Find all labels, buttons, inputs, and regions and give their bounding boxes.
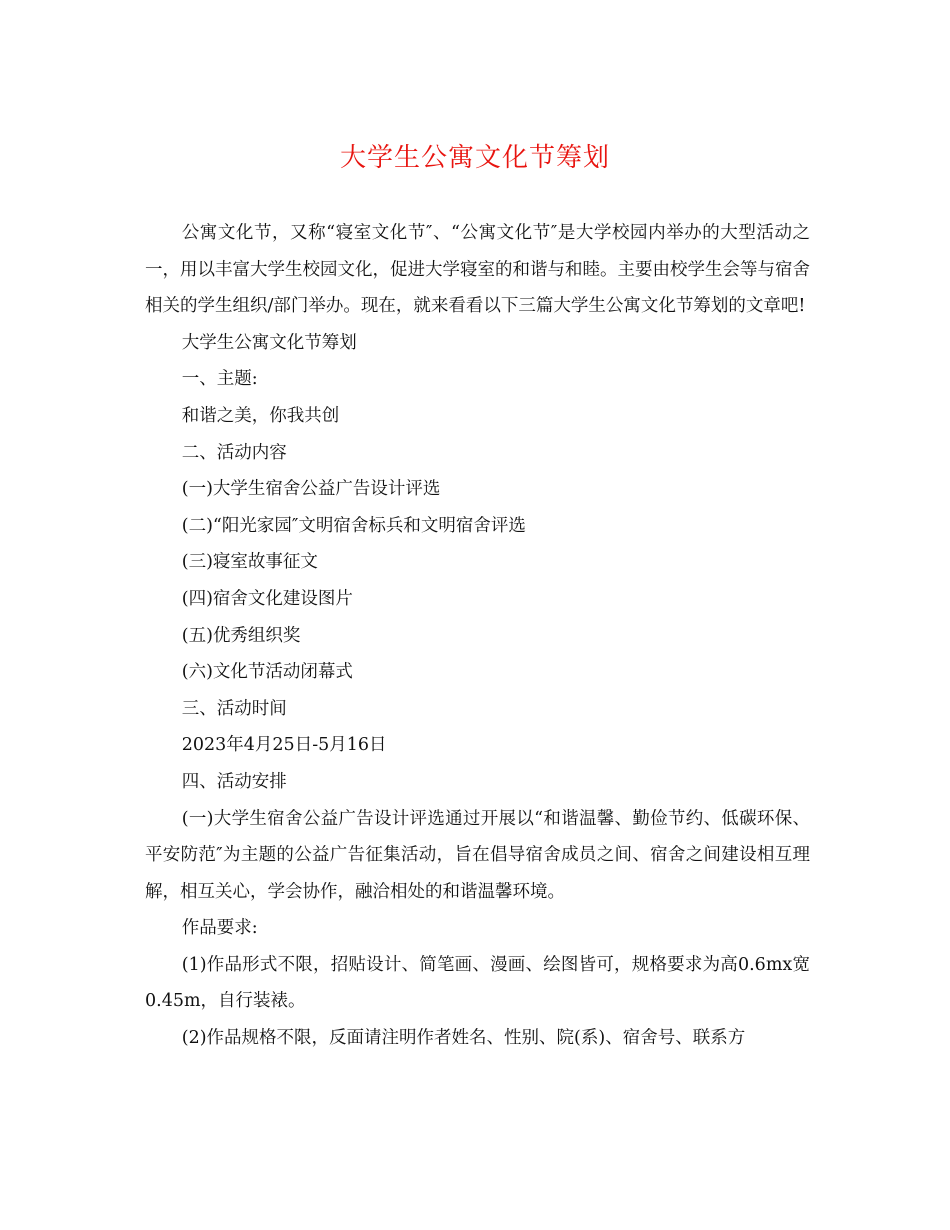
paragraph-item-2: (二)“阳光家园″文明宿舍标兵和文明宿舍评选 — [181, 515, 526, 536]
paragraph-item-6: (六)文化节活动闭幕式 — [181, 662, 353, 683]
paragraph-requirement-1: (1)作品形式不限，招贴设计、简笔画、漫画、绘图皆可，规格要求为高0.6mx宽0.45m，自行装裱。 — [145, 954, 810, 1012]
paragraph-heading-content: 二、活动内容 — [181, 442, 287, 463]
paragraph-item-5: (五)优秀组织奖 — [181, 625, 301, 646]
document-title: 大学生公寓文化节筹划 — [339, 143, 610, 173]
paragraph-requirements-heading: 作品要求: — [181, 918, 258, 939]
paragraph-arrangement-1: (一)大学生宿舍公益广告设计评选通过开展以“和谐温馨、勤俭节约、低碳环保、平安防范″为主题的公益广告征集活动，旨在倡导宿舍成员之间、宿舍之间建设相互理解，相互关心，学会协作，融洽相处的和谐温馨环境。 — [145, 808, 810, 902]
paragraph-item-4: (四)宿舍文化建设图片 — [181, 588, 353, 609]
paragraph-heading-time: 三、活动时间 — [181, 698, 287, 719]
paragraph-intro: 公寓文化节，又称“寝室文化节″、“公寓文化节″是大学校园内举办的大型活动之一，用以丰富大学生校园文化，促进大学寝室的和谐与和睦。主要由校学生会等与宿舍相关的学生组织/部门举办。现在，就来看看以下三篇大学生公寓文化节筹划的文章吧! — [145, 223, 810, 317]
paragraph-requirement-2: (2)作品规格不限，反面请注明作者姓名、性别、院(系)、宿舍号、联系方 — [181, 1028, 746, 1049]
paragraph-item-1: (一)大学生宿舍公益广告设计评选 — [181, 479, 441, 500]
paragraph-heading-theme: 一、主题: — [181, 369, 258, 390]
paragraph-time: 2023年4月25日-5月16日 — [181, 735, 387, 756]
paragraph-item-3: (三)寝室故事征文 — [181, 552, 318, 573]
paragraph-theme: 和谐之美，你我共创 — [181, 405, 340, 426]
paragraph-heading-arrangement: 四、活动安排 — [181, 771, 287, 792]
document-body — [145, 215, 810, 1057]
paragraph-subtitle: 大学生公寓文化节筹划 — [181, 332, 357, 353]
